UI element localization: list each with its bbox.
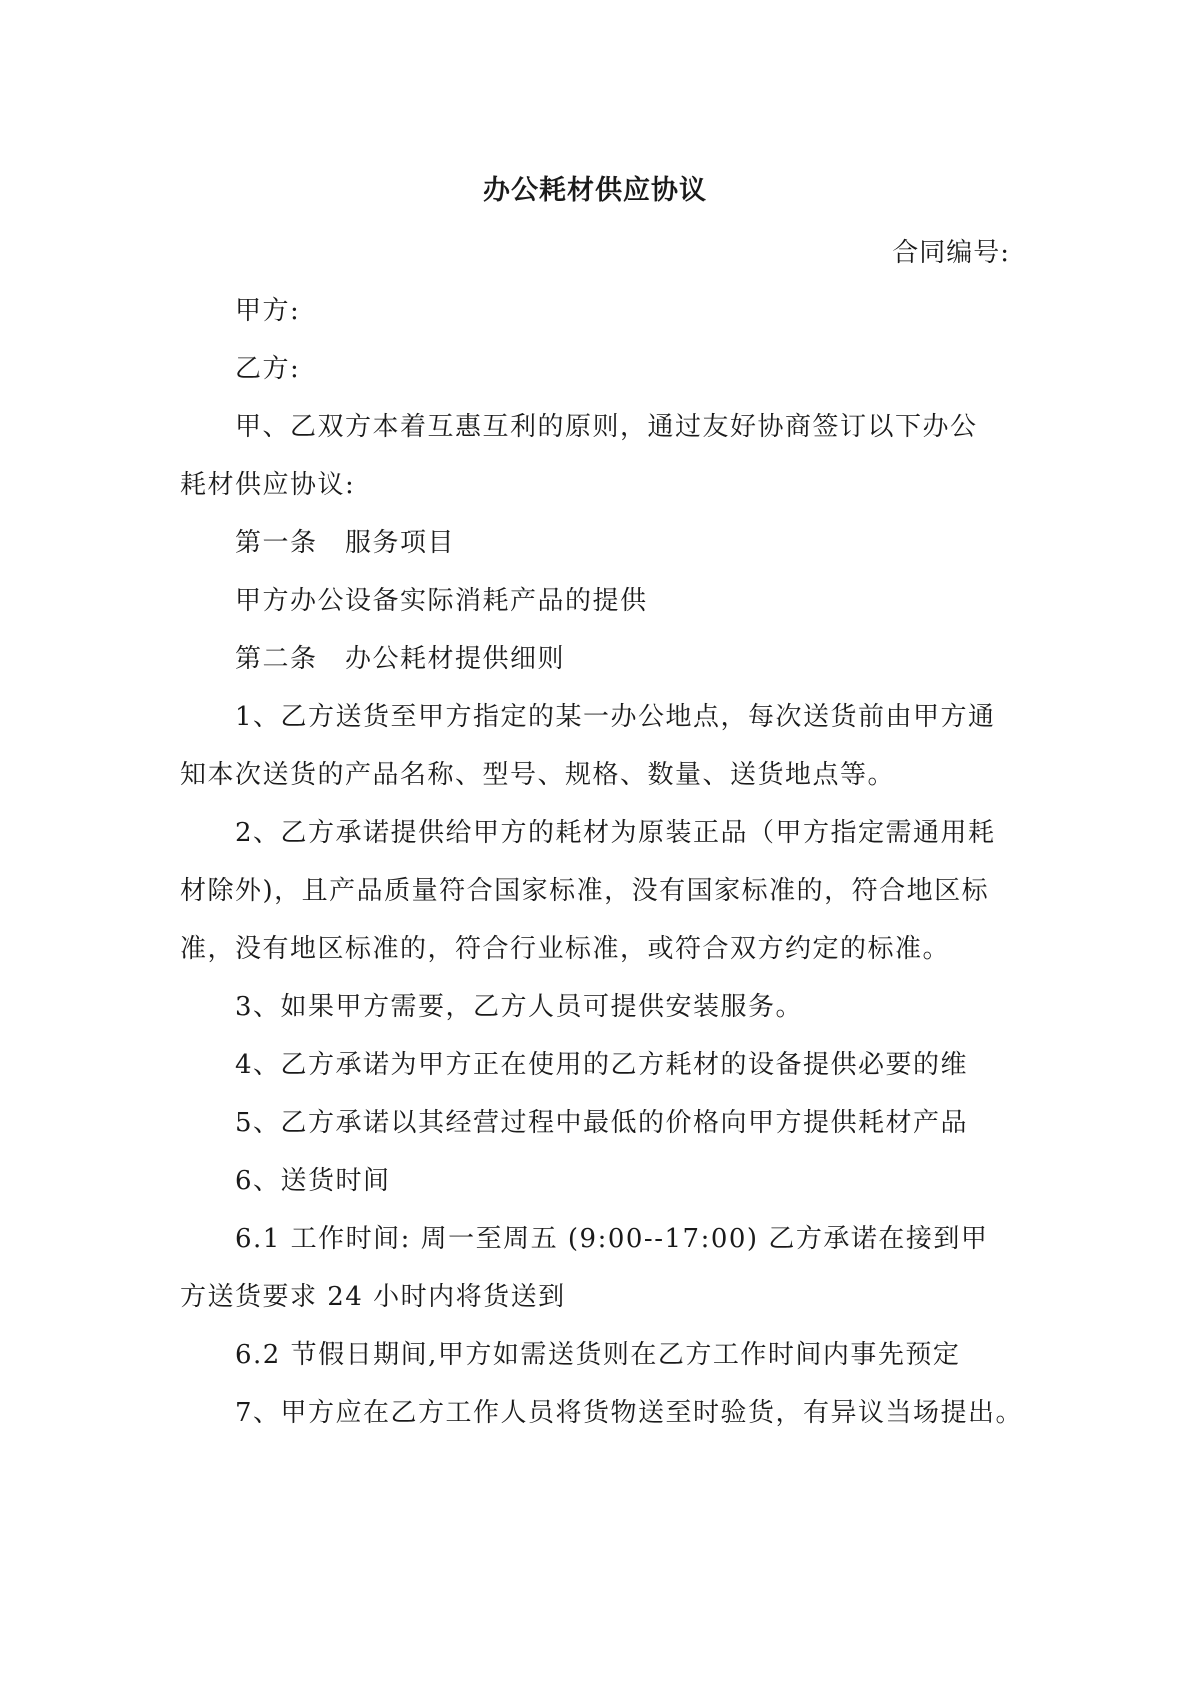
preamble-line-2: 耗材供应协议: [180, 470, 356, 500]
party-b-line: 乙方: [235, 354, 301, 384]
article-2-heading: 第二条 办公耗材提供细则 [235, 644, 566, 674]
clause-6-1-line-1: 6.1 工作时间: 周一至周五 (9:00--17:00) 乙方承诺在接到甲 [235, 1224, 989, 1254]
clause-6-2: 6.2 节假日期间,甲方如需送货则在乙方工作时间内事先预定 [235, 1340, 961, 1370]
preamble-line-1: 甲、乙双方本着互惠互利的原则，通过友好协商签订以下办公 [235, 412, 978, 442]
clause-2-line-1: 2、乙方承诺提供给甲方的耗材为原装正品（甲方指定需通用耗 [235, 818, 996, 848]
contract-number-label: 合同编号: [892, 238, 1010, 268]
clause-4: 4、乙方承诺为甲方正在使用的乙方耗材的设备提供必要的维 [235, 1050, 969, 1080]
party-a-line: 甲方: [235, 296, 301, 326]
clause-3: 3、如果甲方需要，乙方人员可提供安装服务。 [235, 992, 804, 1022]
clause-7: 7、甲方应在乙方工作人员将货物送至时验货，有异议当场提出。 [235, 1398, 1024, 1428]
clause-5: 5、乙方承诺以其经营过程中最低的价格向甲方提供耗材产品 [235, 1108, 969, 1138]
clause-6-1-line-2: 方送货要求 24 小时内将货送到 [180, 1282, 566, 1312]
document-title: 办公耗材供应协议 [483, 175, 707, 206]
clause-2-line-2: 材除外)，且产品质量符合国家标准，没有国家标准的，符合地区标 [180, 876, 990, 906]
article-1-body: 甲方办公设备实际消耗产品的提供 [235, 586, 648, 616]
clause-1-line-2: 知本次送货的产品名称、型号、规格、数量、送货地点等。 [180, 760, 896, 790]
clause-2-line-3: 准，没有地区标准的，符合行业标准，或符合双方约定的标准。 [180, 934, 951, 964]
clause-1-line-1: 1、乙方送货至甲方指定的某一办公地点，每次送货前由甲方通 [235, 702, 996, 732]
clause-6-heading: 6、送货时间 [235, 1166, 391, 1196]
article-1-heading: 第一条 服务项目 [235, 528, 456, 558]
